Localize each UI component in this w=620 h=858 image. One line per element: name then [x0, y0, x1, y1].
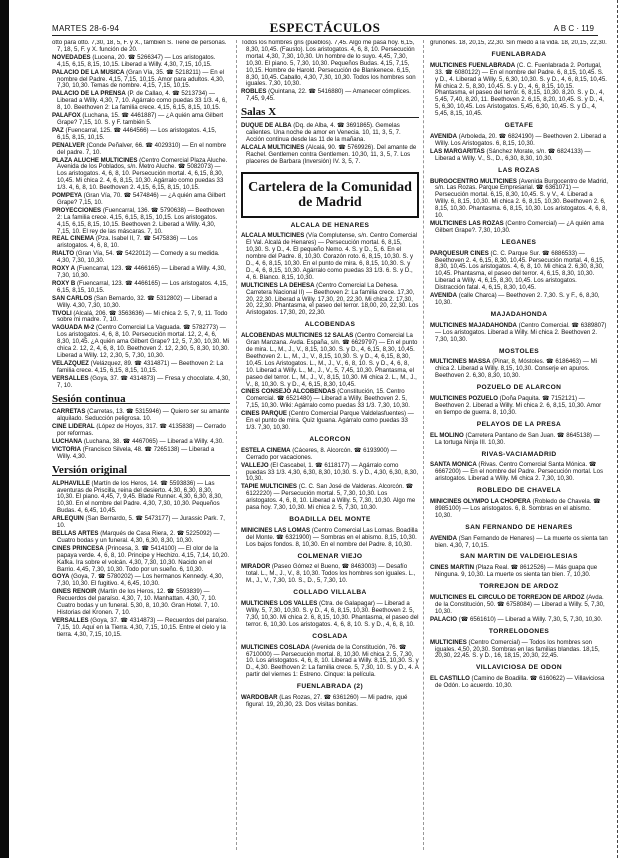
town-heading: TORREJON DE ARDOZ — [479, 583, 559, 591]
cinema-name: RIALTO — [52, 250, 75, 258]
cinema-listing — [430, 179, 608, 220]
cinema-name: ROXY A — [52, 265, 76, 273]
cinema-name: TAPIE MULTICINES — [241, 483, 297, 491]
cinema-listing — [52, 158, 230, 193]
cinema-listing — [430, 640, 608, 661]
cinema-listing — [241, 484, 419, 512]
section-title: ESPECTÁCULOS — [269, 20, 381, 35]
cinema-name: MULTICINES — [430, 638, 467, 646]
listing-details: (Goya, 37. ☎ 4314873) — Fresa y chocolate. 4,30, 7, 10. — [57, 374, 230, 389]
issue-date: MARTES 28-6-94 — [52, 24, 120, 33]
listing-details: (Avenida de la Constitución, 76. ☎ 6710000) — Persecución mortal. 8, 10,30. Mi chica 2. 5, 7,30, 10. Los aristogatos. 4, 6, 8, 10. Liberad a Willy. 8,15, 10,30. S. y D., 4,30. Beethoven 2: La familia crece. 5, 7,30, 10. S. y D., 4. A partir del viernes 1: Estreno. Cinque: la película. — [246, 643, 419, 679]
listing-details: Todos los hombres gris (pueblos). 7,45. Algo me pasa hoy. 6,15, 8,30, 10,45. (Fausto). Los aristogatos. 4, 6, 8, 10. Persecución mortal. 4,30, 7,30, 10,30. Un hombre de lo suyo. 4,45, 7,30, 10,30. El piano. 5, 7,30, 10,30. Pequeños Budas. 4,15, 7,15, 10,15. Hombre de Harold. Persecución de Blankenece. 6,15, 8,30, 10,45. Caballo, 4,30, 7,30, 10,30. Todos los hombres son iguales. 7,30, 10,30. — [241, 40, 416, 88]
cinema-name: PALACIO DE LA PRENSA — [52, 90, 126, 98]
cinema-listing — [52, 481, 230, 516]
town-heading: COLLADO VILLALBA — [293, 589, 367, 597]
cinema-name: WARDOBAR — [241, 694, 278, 702]
cinema-name: CINE LIDERAL — [52, 423, 95, 431]
town-heading: ALCOBENDAS — [304, 321, 356, 329]
cinema-name: NOVEDADES — [52, 53, 91, 61]
cinema-listing — [52, 589, 230, 617]
cinema-name: VERSALLES — [52, 374, 89, 382]
section-heading: Versión original — [52, 467, 230, 476]
cinema-listing — [430, 359, 608, 380]
cinema-listing — [52, 91, 230, 112]
cinema-name: SAN CARLOS — [52, 294, 93, 302]
cinema-name: PROYECCIONES — [52, 206, 102, 214]
cinema-name: BELLAS ARTES — [52, 530, 99, 537]
cinema-name: MULTICINES MAJADAHONDA — [430, 321, 517, 329]
cinema-name: ALCALA MULTICINES — [241, 143, 305, 151]
cinema-listing — [52, 296, 230, 310]
listing-details: (Fuencarral, 125. ☎ 4464566) — Los aristogatos. 4,15, 6,15, 8,15, 10,15. — [57, 126, 217, 141]
listing-details: (Quintana, 22. ☎ 5416880) — Amanecer cómplices. 7,45, 9,45. — [246, 88, 411, 103]
cinema-listing — [52, 266, 230, 280]
cinema-name: BURGOCENTRO MULTICINES — [430, 177, 517, 185]
cinema-name: VALLEJO — [241, 461, 269, 469]
cinema-name: ESTELA CINEMA — [241, 446, 291, 454]
cinema-listing — [241, 564, 419, 585]
cinema-name: AVENIDA — [430, 292, 457, 300]
cinema-listing — [241, 411, 419, 432]
cinema-listing — [52, 193, 230, 207]
cinema-listing — [52, 409, 230, 423]
cinema-listing — [52, 113, 230, 127]
listing-details: (Sánchez Morate, s/n. ☎ 6824133) — Liberad a Willy. V., S., D., 6,30, 8,30, 10,30. — [435, 147, 591, 162]
cinema-listing — [241, 695, 419, 709]
town-heading: SAN FERNANDO DE HENARES — [465, 523, 573, 531]
listing-details: gruñones. 18, 20,15, 22,30. Sin miedo a la vida. 18, 20,15, 22,30. — [430, 40, 607, 46]
page-number: A B C · 119 — [553, 24, 594, 33]
cinema-name: ALCOBENDAS MULTICINES 12 SALAS — [241, 332, 354, 340]
cinema-listing — [52, 208, 230, 236]
cinema-name: MULTICINES EL CIRCULO DE TORREJON DE ARDOZ — [430, 594, 585, 602]
cinema-listing — [430, 149, 608, 163]
cinema-listing — [52, 447, 230, 461]
cinema-name: GINES RENOIR — [52, 588, 97, 596]
cinema-listing — [430, 499, 608, 520]
cinema-listing — [52, 516, 230, 530]
cinema-listing — [52, 281, 230, 295]
cinema-listing — [52, 40, 230, 54]
cinema-listing — [430, 565, 608, 579]
cinema-name: SANTA MONICA — [430, 461, 477, 469]
listing-details: (Luchana, 38. ☎ 4467065) — Liberad a Willy. 4,30. — [83, 438, 224, 446]
listing-details: (Martín de los Heros, 14. ☎ 5593836) — Las aventuras de Priscilla, reina del desierto. 4,30, 6,30, 8,30, 10,30. El piano. 4,45, 7, 9,45. Blade Runner. 4,30, 6,30, 8,30, 10,30. En el nombre del Padre. 4,30, 7,30, 10,30. Pequeños Budas. 4, 6,45, 10,45. — [57, 479, 223, 515]
listing-details: (Pza. Isabel II, 7. ☎ 5475836) — Los aristogatos. 4, 6, 8, 10. — [57, 235, 198, 250]
cinema-name: MIRADOR — [241, 563, 271, 571]
listing-details: (Centro Comercial La Gran Manzana. Avda. España, s/n. ☎ 6629797) — En el punto de mira. L., M., J., V., 8,15, 10,30. S. y D., 4, 6,15, 8,30, 10,45. Beethoven 2. L., M., J., V., 8,15, 10,30. S. y D., 4, 6,15, 8,30, 10,45. Los Aristogatos. L., M., J., V., 6, 8, 10. S. y D., 4, 6, 8, 10. Liberad a Willy. L., M., J., V., 5, 7,45, 10,30. Phantasma, el paseo del terror. L., M., J., V., 8,15, 10,30. Mi chica 2. L., M., J., V., 8, 10,30. S. y D., 4, 6,15, 8,30, 10,45. — [246, 332, 418, 388]
section-heading: Sesión continua — [52, 396, 230, 405]
cinema-name: PAZ — [52, 126, 64, 134]
listing-details: (San Fernando de Henares) — La muerte os sienta tan bien. 4,30, 7, 10,15. — [435, 534, 608, 549]
cinema-name: MULTICINES MASSA — [430, 358, 491, 366]
listing-details: (C. C. San José de Valderas. Alcorcón. ☎ 6122220) — Persecución mortal. 5, 7,30, 10,30. Los aristogatos. 4, 6, 8, 10. Liberad a Willy. 5, 7,30, 10,30. Algo me pasa hoy. 7,30, 10,30. Mi chica 2. 5, 7,30, 10,30. — [246, 483, 416, 512]
listing-details: (Centro Comercial) — ¿A quién ama Gilbert Grape?. 7,30, 10,30. — [435, 219, 604, 234]
listing-details: (Avenida Burgocentro de Madrid, s/n. Las Rozas. Parque Empresarial. ☎ 6361071) — Persecución mortal. 6,15, 8,30, 10,45. S. y V., 4. Liberad a Willy. 6, 8,15, 10,30. Mi chica 2. 6, 8,15, 10,30. Beethoven 2. 6, 8,15, 10,30. Phantasma. 6, 8,15, 10,30. Los aristogatos. 4, 6, 8, 10. — [435, 177, 608, 220]
listing-details: (Velázquez, 89. ☎ 4314871) — Beethoven 2: La familia crece. 4,15, 6,15, 8,15, 10,15. — [57, 359, 224, 374]
scan-edge — [0, 0, 9, 858]
cinema-name: VELAZQUEZ — [52, 359, 89, 367]
listing-details: (Lucena, 20. ☎ 5266347) — Los aristogatos. 4,15, 6,15, 8,15, 10,15. Liberad a Willy. 4,30, 7,15, 10,15. — [57, 53, 216, 68]
town-heading: ALCALA DE HENARES — [290, 221, 370, 229]
town-heading: VILLAVICIOSA DE ODON — [475, 664, 563, 672]
listing-details: (El Cascabel, 1. ☎ 6118177) — Agárralo como puedas 33 1/3. 4,30, 6,30, 8,30, 10,30. S. y D., 4,30, 6,30, 8,30, 10,30. — [246, 461, 419, 483]
cinema-name: MINICINES LAS LOMAS — [241, 526, 311, 534]
cinema-listing — [52, 251, 230, 265]
listing-details: (Luchana, 15. ☎ 4461887) — ¿A quién ama Gilbert Grape? 7,15, 10. S. y F. también 5. — [57, 112, 224, 126]
listing-details: (Ctra. de Galapagar) — Liberad a Willy. 5, 7,30, 10,30. S. y D., 4, 6, 8,15, 10,30. Beethoven 2. 5, 7,30, 10,30. Mi chica 2. 6, 8,15, 10,30. Phantasma, el paseo del terror. 6, 10,30. Los aristogatos. 4, 6, 8, 10. S. y D., 4, 6, 8, 10. — [246, 600, 419, 628]
cinema-listing — [52, 325, 230, 360]
cinema-name: PALAFOX — [52, 112, 81, 120]
cinema-name: DUQUE DE ALBA — [241, 122, 292, 130]
listing-details: (San Bernardo, 5. ☎ 5473177) — Jurassic Park. 7, 10. — [57, 515, 225, 530]
cinema-listing — [52, 311, 230, 325]
town-heading: PELAYOS DE LA PRESA — [476, 420, 562, 428]
cinema-name: REAL CINEMA — [52, 235, 95, 243]
cinema-listing — [241, 333, 419, 388]
section-heading: Salas X — [241, 109, 419, 118]
cinema-name: LUCHANA — [52, 438, 83, 446]
listing-details: (Alcalá, 90. ☎ 5769926). Del amante de Rachel. Gentlemen contra Gentlemen. 10,30, 11, 3, 5, 7. Los placeres de Barbara (Inversión) IV. 3, 5, 7. — [246, 143, 417, 165]
cinema-name: PALACIO — [430, 615, 457, 623]
cinema-listing — [241, 463, 419, 484]
listing-details: (Centro Comercial Las Lomas. Boadilla del Monte. ☎ 6321900) — Sombras en el abismo. 8,15, 10,30. Los bajos fondos. 8, 10,30. En el nombre del Padre. 8, 10,30. — [246, 526, 418, 548]
cinema-name: PARQUESUR CINES — [430, 249, 489, 257]
listing-details: (Robledo de Chavela. ☎ 8985100) — Los aristogatos. 6, 8. Sombras en el abismo. 10,30. — [435, 498, 601, 519]
cinema-listing — [430, 251, 608, 292]
cinema-name: VERSALLES — [52, 616, 89, 624]
listing-details: (Carretera Pantano de San Juan. ☎ 8645138) — La tortuga Ninja III. 10,30. — [435, 431, 600, 446]
listing-details: (Princesa, 3. ☎ 5414100) — El olor de la papaya verde. 4, 6, 8, 10. Principe y Hechizo. 4,15, 7,14, 10,20. Kafka. Ira sobre el volcán. 4,30, 7,30, 10,30. Nacido en el Barrio. 4,45, 7,30, 10,30. Todo por un sueño. 6, 10,30. — [57, 544, 230, 573]
listing-details: (Arboleda, 20. ☎ 6824190) — Beethoven 2. Liberad a Willy. Los Aristogatos. 6, 8,15, 10,30. — [435, 132, 607, 147]
cinema-listing — [241, 40, 419, 88]
page-header — [52, 20, 598, 36]
listing-details: (Goya, 37. ☎ 4314873) — Recuerdos del paraíso. 7,15, 10. Aquí en la Tierra. 4,30, 7,15, 10,15. Entre el cielo y la tierra. 4,30, 7,15, 10,15. — [57, 616, 228, 638]
cinema-listing — [241, 145, 419, 166]
cinema-listing — [241, 389, 419, 410]
cinema-listing — [241, 528, 419, 549]
town-heading: MOSTOLES — [498, 347, 540, 355]
cinema-listing — [430, 396, 608, 417]
town-heading: RIVAS-VACIAMADRID — [481, 450, 557, 458]
cinema-listing — [430, 221, 608, 235]
cinema-name: AVENIDA — [430, 534, 457, 542]
listing-details: (López de Hoyos, 317. ☎ 4135838) — Cerrado por reformas. — [57, 423, 226, 438]
cinema-name: MULTICINES POZUELO — [430, 395, 498, 403]
listing-details: (Rivas. Centro Comercial Santa Mónica. ☎ 6667200) — En el nombre del Padre. Persecución mortal. Los aristogatos. Liberad a Willy. Mi chica 2. 7,30, 10,30. — [435, 461, 604, 483]
cinema-name: VICTORIA — [52, 445, 82, 453]
listing-details: (Plaza Real. ☎ 8612526) — Más guapa que Ninguna. 9, 10,30. La muerte os sienta tan bien. 7, 10,30. — [435, 564, 598, 579]
listing-details: (Carretas, 13. ☎ 5315946) — Quiero ser su amante alquilado. Seducción peligrosa. 10. — [57, 408, 230, 423]
cinema-name: LAS MARGARITAS — [430, 147, 485, 155]
listing-details: (Las Rozas, 27. ☎ 6361260) — Mi padre, ¡qué figura!. 19, 20,30, 23. Dos visitas bonitas. — [246, 694, 408, 708]
listing-details: (Fuencarral, 123. ☎ 4466165) — Los aristogatos. 4,15, 6,15, 8,15, 10,15. — [57, 279, 228, 294]
cinema-name: POMPEYA — [52, 192, 82, 200]
cinema-name: ARLEQUIN — [52, 515, 84, 523]
listing-details: (Doña Paquita. ☎ 7152121) — Beethoven 2. Liberad a Willy. Mi chica 2. 6, 8,15, 10,30. Amor en tiempo de guerra. 8, 10,30. — [435, 395, 602, 416]
cinema-listing — [430, 536, 608, 550]
cinema-listing — [430, 617, 608, 624]
listings-columns — [52, 40, 608, 850]
cinema-listing — [52, 531, 230, 545]
cinema-listing — [52, 376, 230, 390]
listing-details: (Marqués de Casa Riera, 2. ☎ 5225092) — Cuatro bodas y un funeral. 4,30, 6,30, 8,30, 10,30. — [57, 530, 220, 544]
town-heading: POZUELO DE ALARCON — [476, 384, 562, 392]
town-heading: LAS ROZAS — [498, 166, 540, 174]
cinema-name: CINES MARTIN — [430, 564, 475, 572]
cinema-name: EL MOLINO — [430, 431, 464, 439]
listing-details: (Dq. de Alba, 4. ☎ 3691865). Gemelas calientes. Una noche de amor en Venecia. 10, 11, 3, 5, 7. Acción continua desde las 11 de la mañana. — [246, 122, 401, 143]
listing-details: (Gran Vía, 35. ☎ 5218211) — En el nombre del Padre. 4,15, 7,15, 10,15. Amor para adultos. 4,30, 7,30, 10,30. Temas de nombre. 4,15, 7,15, 10,15. — [57, 68, 225, 90]
listing-details: (Fuencarral, 136. ☎ 5790638) — Beethoven 2: La familia crece. 4,15, 6,15, 8,15, 10,15. Los aristogatos. 4,15, 6,15, 8,15, 10,15. Beethoven 2. Liberad a Willy. 4,30, 7,15, 10. El rey de las máscaras. 7, 10. — [57, 206, 225, 235]
listing-details: (Centro Comercial. ☎ 6389807) — Los aristogatos. Liberad a Willy. Mi chica 2. Beethoven 2. 7,30, 10,30. — [435, 321, 607, 343]
cinema-listing — [430, 40, 608, 47]
town-heading: TORRELODONES — [488, 627, 550, 635]
page-trim-line — [617, 0, 618, 858]
listing-details: (Francisco Silvela, 48. ☎ 7265138) — Liberad a Willy. 4,30. — [57, 445, 215, 460]
cinema-listing — [430, 595, 608, 616]
listing-details: (Martín de los Heros, 12. ☎ 5593839) — Recuerdos del paraíso. 4,30, 7, 10. Manhattan. 4,30, 7, 10. Cuatro bodas y un funeral. 5,30, 8, 10,30. Gran Hotel. 7, 10. Historias del Kronen. 7, 10. — [57, 588, 220, 616]
cinema-listing — [52, 574, 230, 588]
cinema-listing — [430, 462, 608, 483]
cinema-name: CARRETAS — [52, 408, 86, 416]
cinema-listing — [241, 123, 419, 144]
cinema-name: ROXY B — [52, 279, 76, 287]
column-middle — [236, 40, 424, 850]
town-heading: MAJADAHONDA — [490, 310, 548, 318]
cinema-listing — [241, 645, 419, 680]
cinema-listing — [430, 676, 608, 690]
cinema-name: EL CASTILLO — [430, 675, 470, 683]
cinema-name: MULTICINES FUENLABRADA — [430, 61, 516, 69]
listing-details: (Vía Complutense, s/n. Centro Comercial El Val. Alcalá de Henares) — Persecución mortal. 6, 8,15, 10,30. S. y D., 4. El pequeño Nemo. 4. S. y D., 5, 6. En el nombre del Padre. 8, 10,30. Corazón roto. 6, 8,15, 10,30. S. y D., 4, 6, 8,15, 10,30. En el punto de mira. 6, 8,15, 10,30. S. y D., 4, 6, 8,15, 10,30. Agárralo como puedas 33 1/3. 6. S. y D., 4, 6. Blanco. 8,15, 10,30. — [246, 232, 418, 281]
cinema-name: PENALVER — [52, 141, 85, 149]
cinema-name: PALACIO DE LA MUSICA — [52, 68, 125, 76]
cinema-listing — [52, 55, 230, 69]
column-right — [430, 40, 608, 850]
cinema-listing — [52, 128, 230, 142]
cinema-listing — [430, 433, 608, 447]
town-heading: GETAFE — [504, 122, 534, 130]
cinema-name: CINES PARQUE — [241, 410, 287, 418]
cinema-listing — [430, 63, 608, 118]
listing-details: (Avda. de la Constitución, 50. ☎ 6758084) — Liberad a Willy. 5, 7,30, 10,30. — [435, 594, 605, 615]
cinema-name: AVENIDA — [430, 132, 457, 140]
town-heading: COSLADA — [312, 632, 348, 640]
listing-details: (Gran Vía, 70. ☎ 5474846) — ¿A quién ama Gilbert Grape? 7,15, 10. — [57, 192, 226, 206]
cinema-name: PLAZA ALUCHE MULTICINES — [52, 156, 138, 164]
cinema-listing — [52, 546, 230, 574]
listing-details: (San Bernardo, 32. ☎ 5312802) — Liberad a Willy. 4,30, 7,30, 10,30. — [57, 294, 218, 309]
cinema-listing — [52, 439, 230, 446]
listing-details: (P. de Callao, 4. ☎ 5213734) — Liberad a Willy. 4,30, 7, 10. Agárralo como puedas 33 1/3. 4, 6, 8, 10. Beethoven 2: La familia crece. 4,15, 6,15, 8,15, 10,15. — [57, 90, 227, 112]
cinema-listing — [52, 424, 230, 438]
town-heading: FUENLABRADA (2) — [296, 683, 364, 691]
town-heading: LEGANES — [501, 238, 537, 246]
listing-details: (C. C. Parque Sur. ☎ 6886533) — Beethoven 2. 4, 6,15, 8,30, 10,45. Persecución mortal. 4, 6,15, 8,30, 10,45. Los aristogatos. 4, 6, 8, 10. Mi chica 2. 6,30, 8,30, 10,45. Phantasma, el paseo del terror. 4, 6,15, 8,30, 10,30. Liberad a Willy. 4, 6,15, 8,30, 10,45. Los aristogatos. Distracción fatal. 4, 6,15, 8,30, 10,45. — [435, 249, 605, 292]
listing-details: (Cáceres, 8. Alcorcón. ☎ 6193900) — Cerrado por vacaciones. — [246, 446, 397, 461]
listing-details: (Paseo Gómez el Bueno, ☎ 8463003) — Desafío total. L., M., J., V., 8, 10,30. Todos los hombres son iguales. L., M., J., V., 7,30, 10. S., D., 5, 7,30, 10. — [246, 563, 416, 585]
listing-details: (Fuencarral, 123. ☎ 4466165) — Liberad a Willy. 4,30, 7,30, 10,30. — [57, 265, 226, 279]
cinema-name: VAGUADA M-2 — [52, 324, 95, 332]
cinema-listing — [430, 134, 608, 148]
cinema-listing — [241, 283, 419, 318]
listing-details: (C. C. Fuenlabrada 2. Portugal, 33. ☎ 6080122) — En el nombre del Padre. 6, 8,15, 10,45. S. y D., 4. Liberad a Willy. 5, 6,30, 10,30. S. y D., 4, 6, 8,15, 10,45. Mi chica 2. 5, 8,30, 10,45. S. y D., 4, 6, 8,15, 10,15. Phantasma, el paseo del terror. 6, 8,15, 10,30. 8,20. S. y D., 4, 5,45, 7,40, 8,20, 11. Beethoven 2. 6,15, 8,20, 10,45. S. y D., 4, 5, 6,30, 10,45. Los Aristogatos. 5,45, 6,30, 10,45. S. y D., 4, 5,45, 8,15, 10,45. — [435, 61, 607, 118]
cinema-name: ROBLES — [241, 88, 267, 96]
listing-details: (Goya, 7. ☎ 5780202) — Los hermanos Kennedy. 4,30, 7,30, 10,30. El fugitivo. 4, 6,45, 10,30. — [57, 573, 224, 588]
cinema-name: TIVOLI — [52, 309, 72, 317]
town-heading: ROBLEDO DE CHAVELA — [476, 487, 562, 495]
column-left — [52, 40, 230, 850]
cinema-listing — [241, 601, 419, 629]
cinema-listing — [52, 361, 230, 375]
listing-details: (Camino de Boadilla. ☎ 6160622) — Villaviciosa de Odón. Lo acuerdo. 10,30. — [435, 675, 605, 690]
cinema-listing — [241, 89, 419, 103]
cinema-name: ALCALA MULTICINES — [241, 232, 305, 240]
cinema-name: ALPHAVILLE — [52, 479, 90, 487]
cinema-name: GOYA — [52, 573, 70, 581]
cinema-name: MULTICINES LA DEHESA — [241, 281, 315, 289]
cinema-listing — [52, 143, 230, 157]
cinema-name: CINES PRINCESA — [52, 544, 104, 552]
cinema-listing — [241, 448, 419, 462]
cartelera-title-box: Cartelera de la Comunidad de Madrid — [241, 172, 419, 218]
listing-details: (Centro Comercial La Dehesa. Carretera Nacional II) — Beethoven 2: La familia crece. 17,30, 20, 22,30. Liberad a Willy. 17,30, 20, 22,30. Mi chica 2. 17,30, 20, 22,30. Phantasma, el paseo del terror. 18,00, 20, 22,30. Los Aristogatos. 17,30, 20, 22,30. — [246, 281, 419, 317]
town-heading: FUENLABRADA — [491, 50, 547, 58]
cinema-listing — [52, 618, 230, 639]
listing-details: (Gran Vía, 54. ☎ 5422012) — Comedy a su medida. 4,30, 7,30, 10,30. — [57, 250, 220, 265]
town-heading: SAN MARTIN DE VALDEIGLESIAS — [460, 553, 578, 561]
listing-details: (Centro Comercial Parque Valdelasfuentes) — En el punto de mira. Quiz Iguana. Agárralo como puedas 33 1/3. 7,30, 10,30. — [246, 410, 414, 431]
cinema-listing — [241, 233, 419, 281]
town-heading: ALCORCON — [309, 435, 351, 443]
cinema-name: MULTICINES COSLADA — [241, 643, 310, 651]
cinema-listing — [430, 293, 608, 307]
cinema-listing — [52, 70, 230, 91]
listing-details: (Alcalá, 206. ☎ 3563636) — Mi chica 2. 5, 7, 9, 11. Todo sobre mi madre. 7, 10. — [57, 309, 228, 324]
listing-details: (Conde Peñalver, 66. ☎ 4029310) — En el nombre del padre. 7, 10. — [57, 141, 227, 156]
cinema-name: MINICINES OLYMPO LA CHOPERA — [430, 498, 531, 506]
listing-details: (Centro Comercial Plaza Aluche. Avenida de los Poblados, s/n. Metro Aluche. ☎ 5082073) — Los aristogatos. 4, 6, 8, 10. Persecución mortal. 4, 6,15, 8,30, 10,45. Mi chica 2. 4, 6, 8,15, 10,30. Agárralo como puedas 33 1/3. 4, 6, 8, 10. Beethoven 2. 4,15, 6,15, 8,15, 10,15. — [57, 156, 228, 192]
listing-details: (Centro Comercial La Vaguada. ☎ 5782773) — Los aristogatos. 4, 6, 8, 10. Persecución mortal. 12, 2, 4, 6, 8,30, 10,45. ¿A quién ama Gilbert Grape? 12, 5, 7,30, 10,30. Mi chica 2. 12, 2, 4, 6, 8, 10. Beethoven 2. 12, 2,30, 5, 8,30, 10,30. Liberad a Willy. 12, 2,30, 5, 7,30, 10,30. — [57, 324, 230, 359]
listing-details: (Centro Comercial) — Todos los hombres son iguales. 4,50, 20,30. Sombras en las familias blandas. 18,15, 20,30, 22,45. S. y D., 16, 18,15, 20,30, 22,45. — [435, 638, 600, 660]
cinema-name: MULTICINES LAS ROZAS — [430, 219, 504, 227]
cinema-listing — [430, 323, 608, 344]
listing-details: (calle Charca) — Beethoven 2. 7,30. S. y F., 6, 8,30, 10,30. — [435, 292, 600, 306]
listing-details: (☎ 6561610) — Liberad a Willy. 7,30, 5, 7,30, 10,30. — [458, 615, 603, 623]
listing-details: (Constitución, 15. Centro Comercial. ☎ 6521480) — Liberad a Willy. Beethoven 2. 5, 7,15, 10,30. Wiki: Agárralo como puedas 33 1/3. 7,30, 10,30. — [246, 388, 410, 410]
cinema-name: MULTICINES LOS VALLES — [241, 600, 318, 608]
cinema-name: CINES CONSEJO ALCOBENDAS — [241, 388, 336, 396]
town-heading: COLMENAR VIEJO — [297, 552, 363, 560]
listing-details: (Pinar, 8, Móstoles. ☎ 6186463) — Mi chica 2. Liberad a Willy. 8,15, 10,30. Conserje en apuros. Beethoven 2. 6,30, 8,30, 10,30. — [435, 358, 597, 380]
town-heading: BOADILLA DEL MONTE — [289, 515, 371, 523]
cinema-listing — [52, 236, 230, 250]
listing-details: otto para otto. 7,30, 18, 5, F. y X., también S. Tiene de personas. 7, 18, 5, F. y X. función de 20. — [52, 40, 227, 53]
